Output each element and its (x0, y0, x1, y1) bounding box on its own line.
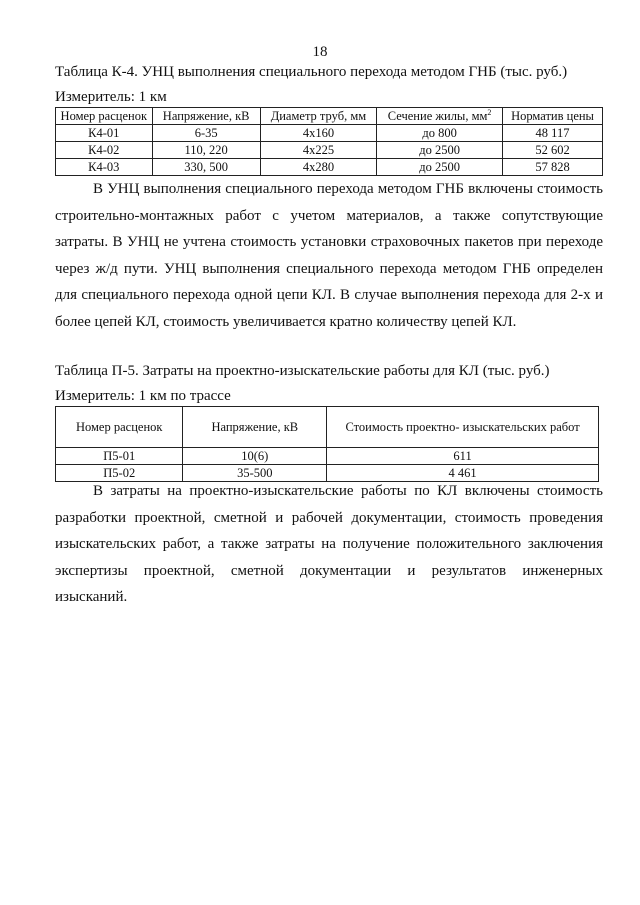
table1-caption: Таблица К-4. УНЦ выполнения специального перехода методом ГНБ (тыс. руб.) (55, 64, 568, 80)
table-cell: 48 117 (503, 125, 603, 142)
table-cell: К4-03 (56, 159, 153, 176)
table2-caption: Таблица П-5. Затраты на проектно-изыскательские работы для КЛ (тыс. руб.) (55, 363, 550, 379)
table-cell: П5-01 (56, 448, 183, 465)
table2-meter: Измеритель: 1 км по трассе (55, 388, 231, 404)
table-cell: К4-02 (56, 142, 153, 159)
table-cell: 57 828 (503, 159, 603, 176)
superscript: 2 (487, 107, 492, 117)
survey-cost-table-p5 (55, 406, 599, 482)
table-cell: К4-01 (56, 125, 153, 142)
header-cell: Стоимость проектно- изыскательских работ (327, 407, 599, 448)
table-row (56, 159, 603, 176)
header-cell: Норматив цены (503, 108, 603, 125)
table-cell: 4 461 (327, 465, 599, 482)
table-cell: 35-500 (183, 465, 327, 482)
table-row (56, 448, 599, 465)
unc-table-k4 (55, 107, 603, 176)
table-cell: П5-02 (56, 465, 183, 482)
table1-meter: Измеритель: 1 км (55, 89, 167, 105)
header-cell (377, 108, 503, 125)
paragraph-survey-note: В затраты на проектно-изыскательские работы по КЛ включены стоимость разработки проектной, сметной и рабочей документации, стоимость проведения изыскательских работ, а также затраты на получение положительного заключения экспертизы проектной, сметной документации и результатов инженерных изысканий. (55, 483, 603, 605)
table-cell: 330, 500 (152, 159, 260, 176)
paragraph-gnb-note: В УНЦ выполнения специального перехода методом ГНБ включены стоимость строительно-монтажных работ с учетом материалов, а также сопутствующие затраты. В УНЦ не учтена стоимость установки страховочных пакетов при переходе через ж/д пути. УНЦ выполнения специального перехода методом ГНБ определен для специального перехода одной цепи КЛ. В случае выполнения перехода для 2-х и более цепей КЛ, стоимость увеличивается кратно количеству цепей КЛ. (55, 181, 603, 330)
table-header-row (56, 407, 599, 448)
header-cell: Номер расценок (56, 108, 153, 125)
table-cell: 4х160 (260, 125, 376, 142)
table-cell: 110, 220 (152, 142, 260, 159)
table-row (56, 142, 603, 159)
header-cell: Номер расценок (56, 407, 183, 448)
table-cell: до 2500 (377, 142, 503, 159)
table-row (56, 125, 603, 142)
header-cell: Напряжение, кВ (183, 407, 327, 448)
header-cell: Диаметр труб, мм (260, 108, 376, 125)
table-cell: 4х280 (260, 159, 376, 176)
header-cell: Напряжение, кВ (152, 108, 260, 125)
table-cell: до 800 (377, 125, 503, 142)
table-cell: 6-35 (152, 125, 260, 142)
table-cell: до 2500 (377, 159, 503, 176)
table-cell: 52 602 (503, 142, 603, 159)
table-cell: 10(6) (183, 448, 327, 465)
table-cell: 611 (327, 448, 599, 465)
table-cell: 4х225 (260, 142, 376, 159)
page-number: 18 (312, 44, 328, 60)
table-header-row (56, 108, 603, 125)
header-text: Сечение жилы, мм (387, 109, 488, 123)
